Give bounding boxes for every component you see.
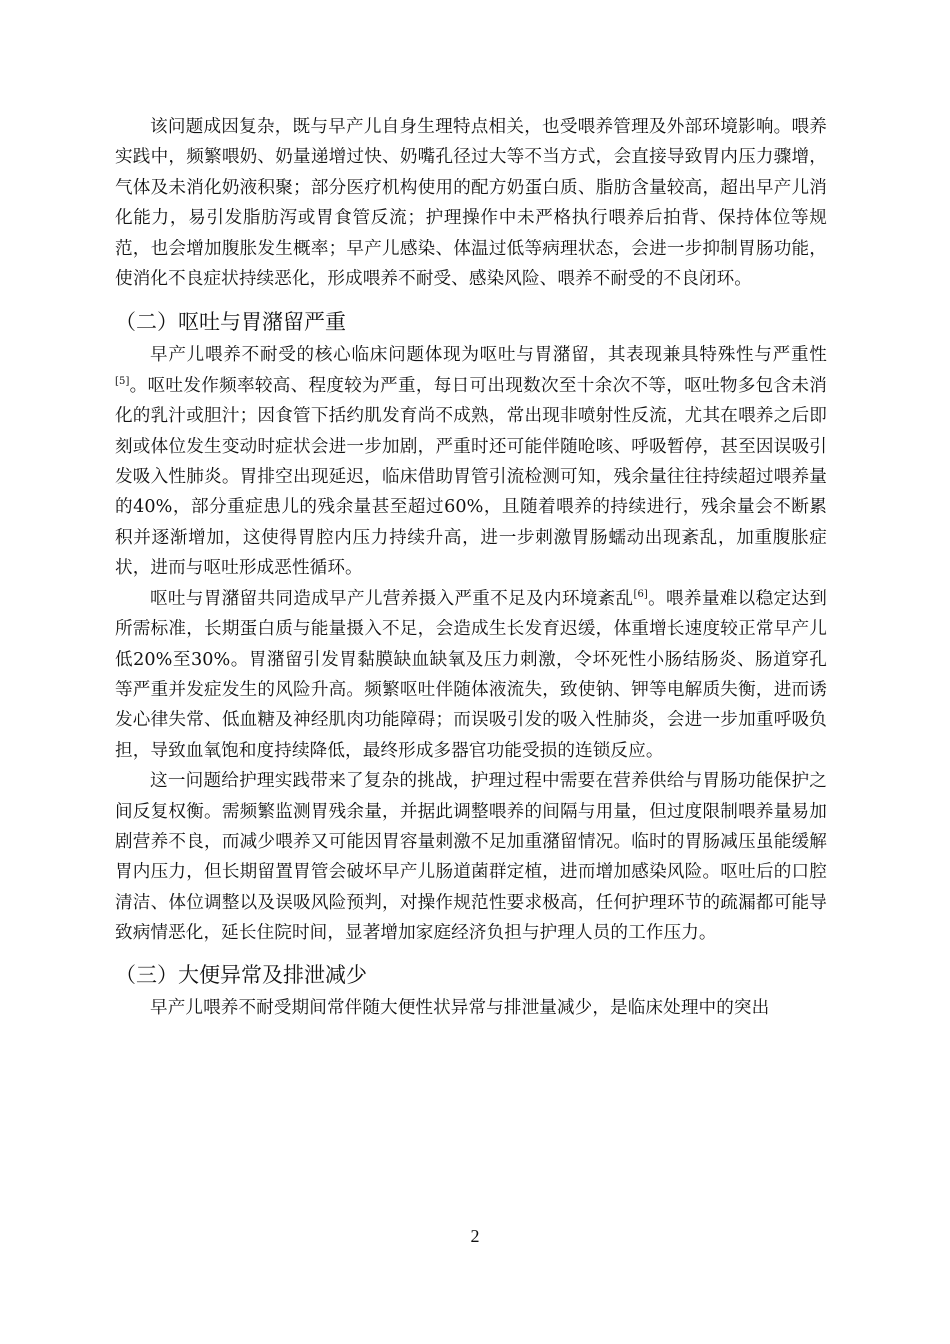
paragraph-nursing-challenges: 这一问题给护理实践带来了复杂的挑战，护理过程中需要在营养供给与胃肠功能保护之间反复权衡。需频繁监测胃残余量，并据此调整喂养的间隔与用量，但过度限制喂养量易加剧营养不良，而减少喂养又可能因胃容量刺激不足加重潴留情况。临时的胃肠减压虽能缓解胃内压力，但长期留置胃管会破坏早产儿肠道菌群定植，进而增加感染风险。呕吐后的口腔清洁、体位调整以及误吸风险预判，对操作规范性要求极高，任何护理环节的疏漏都可能导致病情恶化，延长住院时间，显著增加家庭经济负担与护理人员的工作压力。 xyxy=(115,771,827,944)
paragraph-text: 。喂养量难以稳定达到所需标准，长期蛋白质与能量摄入不足，会造成生长发育迟缓，体重增长速度较正常早产儿低20%至30%。胃潴留引发胃黏膜缺血缺氧及压力刺激，令坏死性小肠结肠炎、肠道穿孔等严重并发症发生的风险升高。频繁呕吐伴随体液流失，致使钠、钾等电解质失衡，进而诱发心律失常、低血糖及神经肌肉功能障碍；而误吸引发的吸入性肺炎，会进一步加重呼吸负担，导致血氧饱和度持续降低，最终形成多器官功能受损的连锁反应。 xyxy=(115,588,827,761)
citation-5: [5] xyxy=(115,375,130,387)
citation-6: [6] xyxy=(633,588,648,600)
page-number: 2 xyxy=(470,1226,480,1246)
section-heading-stool-abnormality: （三）大便异常及排泄减少 xyxy=(115,962,367,987)
paragraph-text: 早产儿喂养不耐受的核心临床问题体现为呕吐与胃潴留，其表现兼具特殊性与严重性 xyxy=(150,345,827,366)
document-page xyxy=(115,112,827,1023)
paragraph-text: 。呕吐发作频率较高、程度较为严重，每日可出现数次至十余次不等，呕吐物多包含未消化的乳汁或胆汁；因食管下括约肌发育尚不成熟，常出现非喷射性反流，尤其在喂养之后即刻或体位发生变动时症状会进一步加剧，严重时还可能伴随呛咳、呼吸暂停，甚至因误吸引发吸入性肺炎。胃排空出现延迟，临床借助胃管引流检测可知，残余量往往持续超过喂养量的40%，部分重症患儿的残余量甚至超过60%，且随着喂养的持续进行，残余量会不断累积并逐渐增加，这使得胃腔内压力持续升高，进一步刺激胃肠蠕动出现紊乱，加重腹胀症状，进而与呕吐形成恶性循环。 xyxy=(115,375,827,579)
paragraph-nutrition-consequences xyxy=(115,584,827,766)
section-heading-vomiting-retention: （二）呕吐与胃潴留严重 xyxy=(115,310,346,335)
paragraph-feeding-causes: 该问题成因复杂，既与早产儿自身生理特点相关，也受喂养管理及外部环境影响。喂养实践中，频繁喂奶、奶量递增过快、奶嘴孔径过大等不当方式，会直接导致胃内压力骤增，气体及未消化奶液积聚；部分医疗机构使用的配方奶蛋白质、脂肪含量较高，超出早产儿消化能力，易引发脂肪泻或胃食管反流；护理操作中未严格执行喂养后拍背、保持体位等规范，也会增加腹胀发生概率；早产儿感染、体温过低等病理状态，会进一步抑制胃肠功能，使消化不良症状持续恶化，形成喂养不耐受、感染风险、喂养不耐受的不良闭环。 xyxy=(115,117,827,290)
paragraph-vomiting-retention-symptoms xyxy=(115,340,827,583)
paragraph-stool-intro: 早产儿喂养不耐受期间常伴随大便性状异常与排泄量减少，是临床处理中的突出 xyxy=(150,997,770,1018)
paragraph-text: 呕吐与胃潴留共同造成早产儿营养摄入严重不足及内环境紊乱 xyxy=(150,588,634,609)
